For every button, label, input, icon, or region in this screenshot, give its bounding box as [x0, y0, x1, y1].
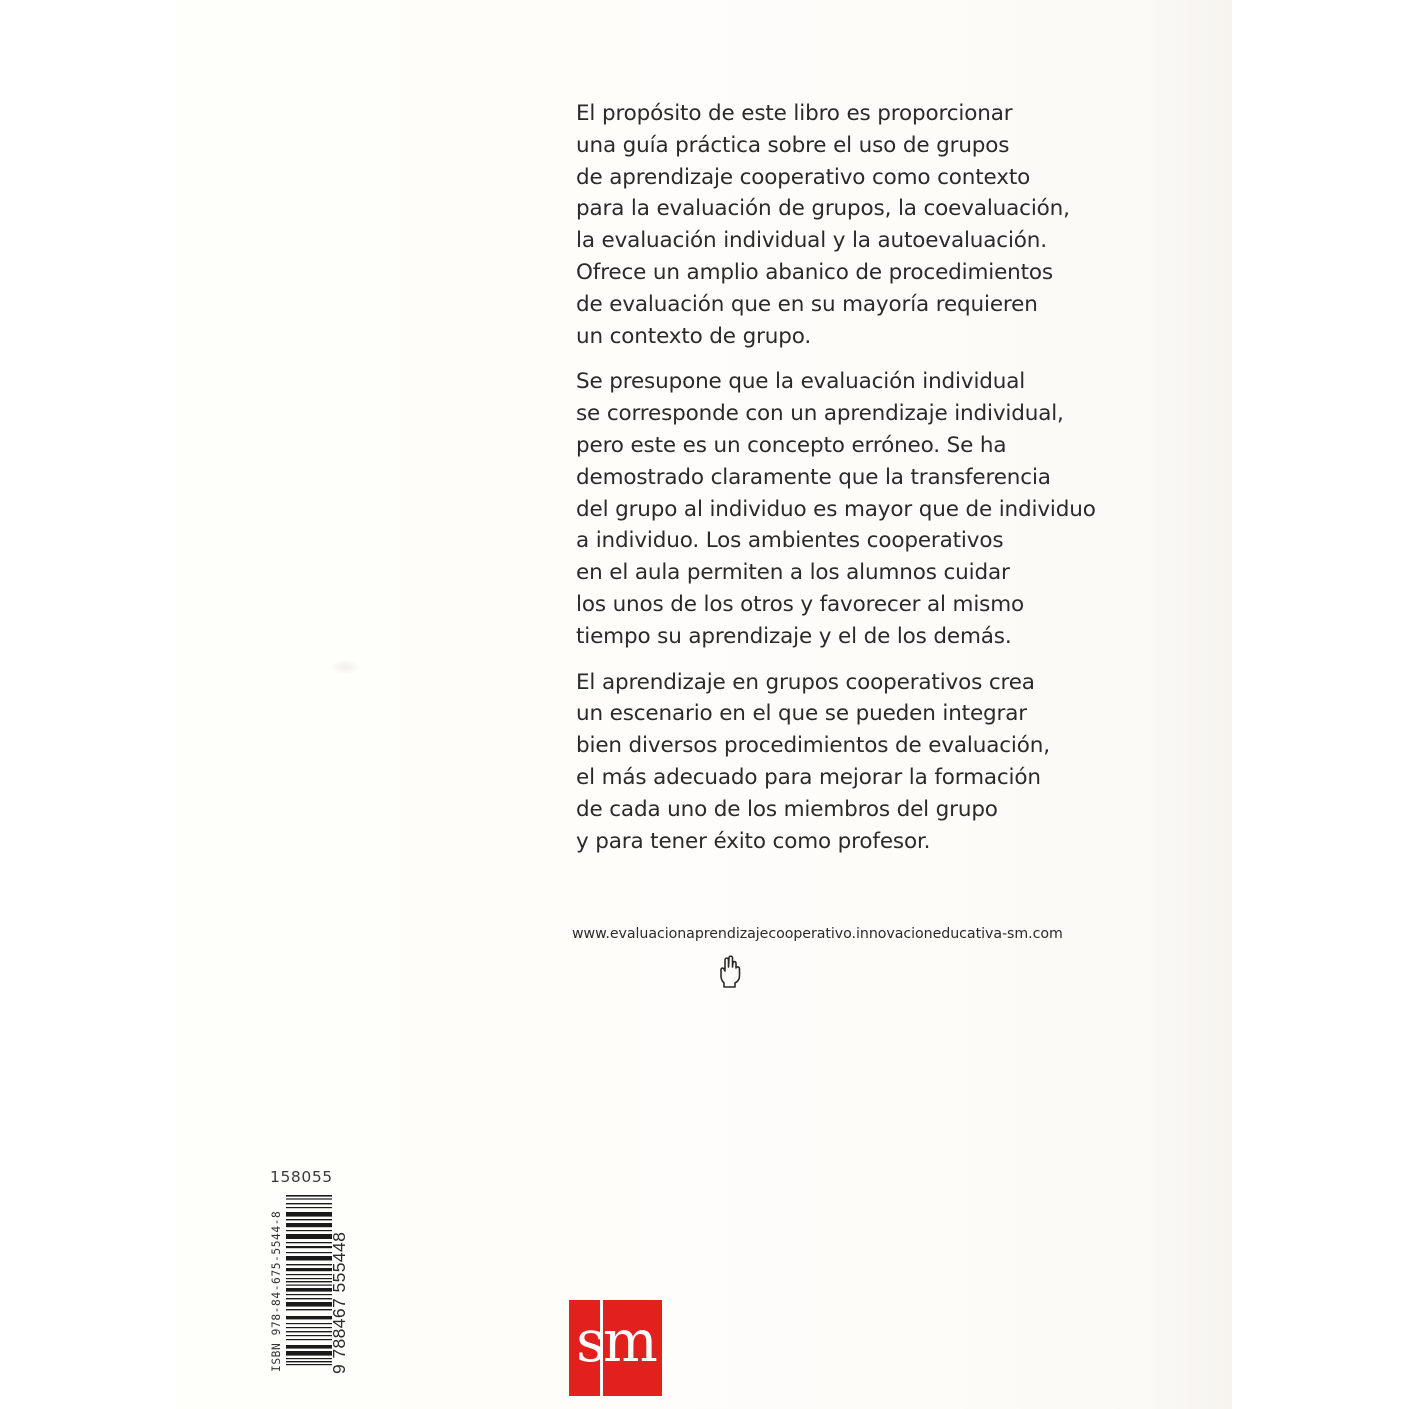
blurb-line: la evaluación individual y la autoevaluación.: [576, 228, 1047, 254]
blurb-line: del grupo al individuo es mayor que de individuo: [576, 496, 1096, 522]
blurb-line: una guía práctica sobre el uso de grupos: [576, 132, 1010, 158]
blurb-line: un escenario en el que se pueden integrar: [576, 701, 1027, 727]
back-cover-blurb: [576, 98, 1176, 871]
logo-text: sm: [576, 1307, 655, 1375]
pointing-hand-icon: [716, 954, 746, 990]
blurb-line: Se presupone que la evaluación individual: [576, 369, 1026, 395]
blurb-line: tiempo su aprendizaje y el de los demás.: [576, 623, 1012, 649]
blurb-line: un contexto de grupo.: [576, 323, 812, 349]
blurb-line: se corresponde con un aprendizaje individual,: [576, 401, 1064, 427]
website-url: www.evaluacionaprendizajecooperativo.innovacioneducativa-sm.com: [572, 926, 1063, 942]
blurb-line: demostrado claramente que la transferencia: [576, 464, 1051, 490]
product-code: 158055: [270, 1168, 333, 1186]
blurb-paragraph-3: [576, 667, 1176, 858]
blurb-line: para la evaluación de grupos, la coevaluación,: [576, 196, 1070, 222]
blurb-paragraph-1: [576, 98, 1176, 352]
blurb-line: el más adecuado para mejorar la formación: [576, 764, 1041, 790]
blurb-line: Ofrece un amplio abanico de procedimientos: [576, 259, 1053, 285]
blurb-paragraph-2: [576, 366, 1176, 652]
blurb-line: de evaluación que en su mayoría requieren: [576, 291, 1038, 317]
blurb-line: en el aula permiten a los alumnos cuidar: [576, 560, 1010, 586]
blurb-line: y para tener éxito como profesor.: [576, 828, 931, 854]
blurb-line: a individuo. Los ambientes cooperativos: [576, 528, 1004, 554]
blurb-line: los unos de los otros y favorecer al mismo: [576, 591, 1025, 617]
blurb-line: El propósito de este libro es proporcionar: [576, 101, 1013, 126]
blurb-line: bien diversos procedimientos de evaluación,: [576, 733, 1050, 759]
blurb-line: de cada uno de los miembros del grupo: [576, 796, 998, 822]
publisher-logo-sm: [569, 1300, 662, 1396]
print-smudge: [330, 660, 360, 674]
isbn-label: ISBN 978-84-675-5544-8: [270, 1210, 283, 1372]
blurb-line: El aprendizaje en grupos cooperativos crea: [576, 669, 1035, 695]
blurb-line: de aprendizaje cooperativo como contexto: [576, 164, 1031, 190]
blurb-line: pero este es un concepto erróneo. Se ha: [576, 432, 1007, 458]
barcode-digits: 9 788467 555448: [329, 1231, 349, 1374]
